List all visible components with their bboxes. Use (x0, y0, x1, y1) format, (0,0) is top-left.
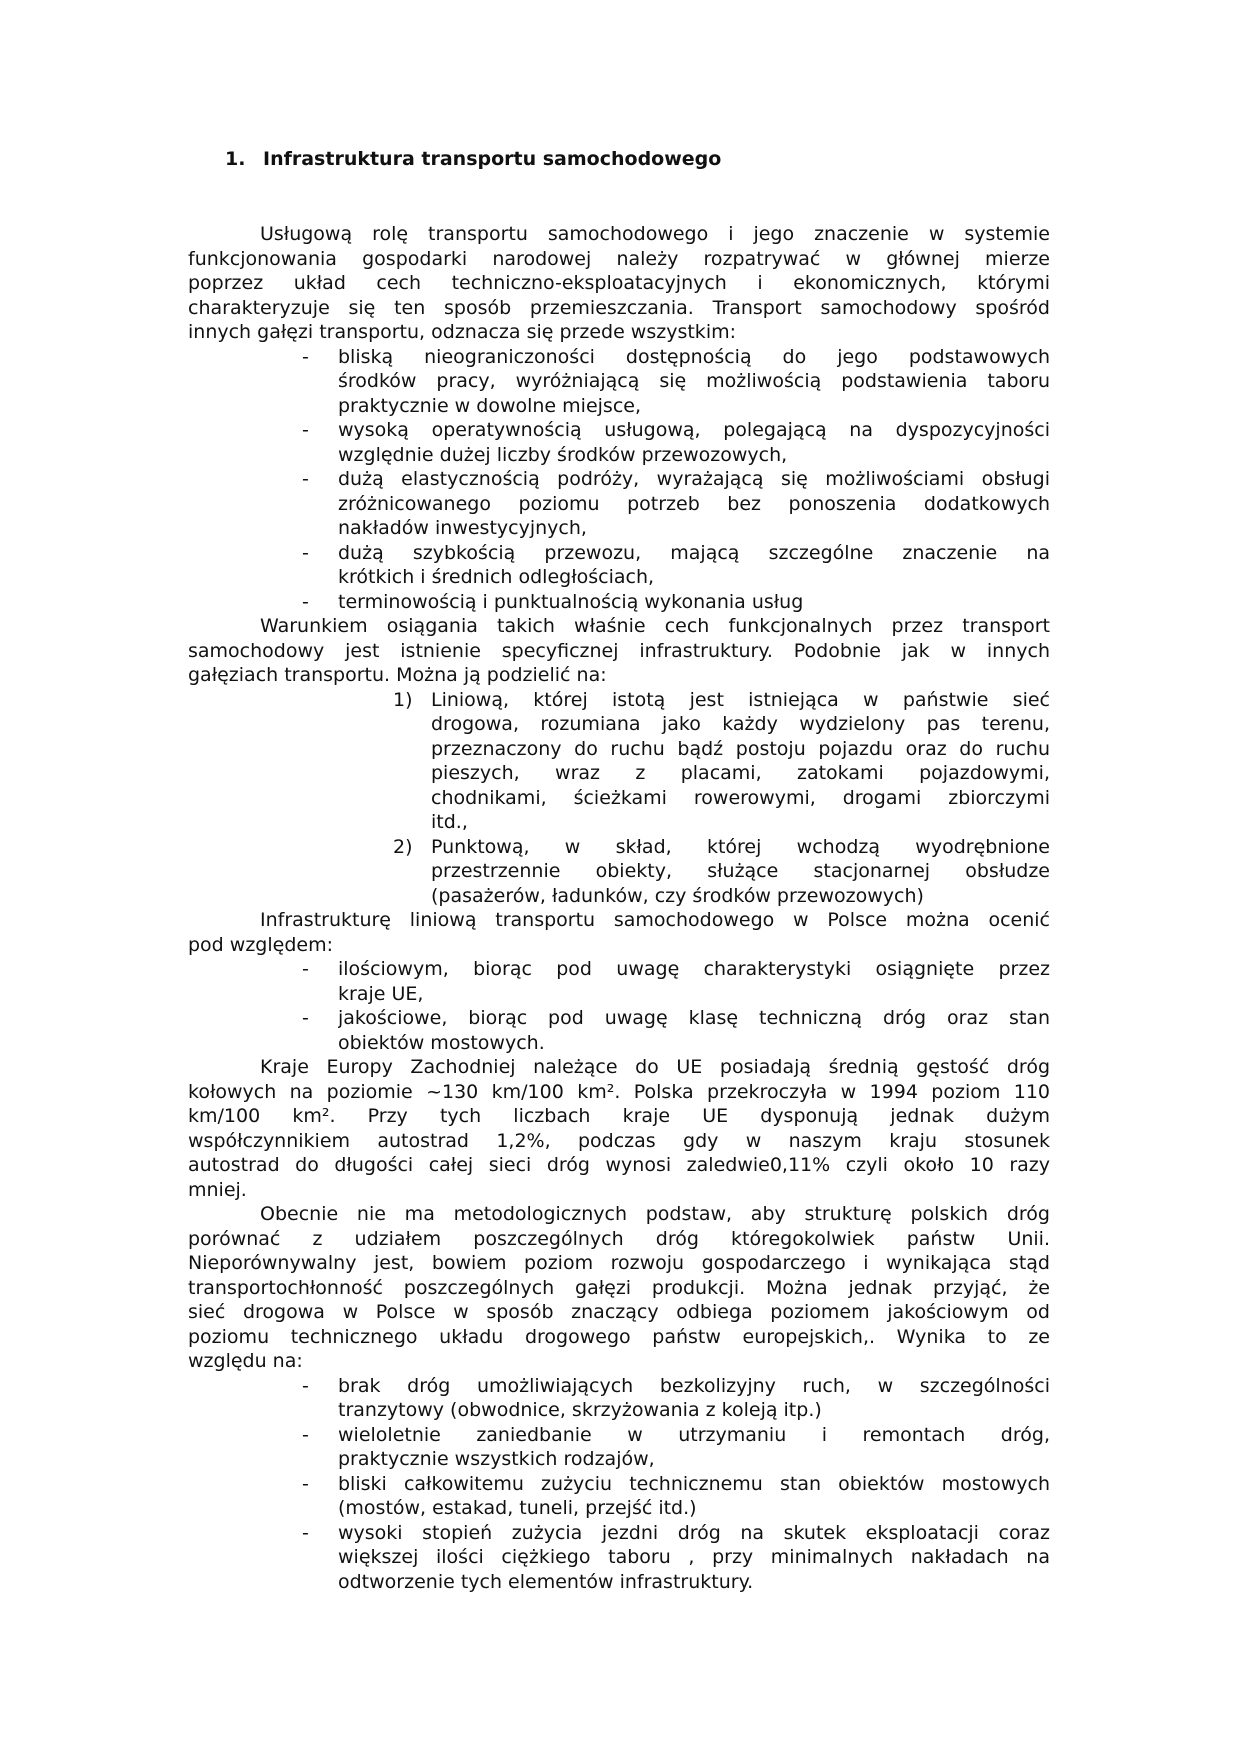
text-line: większej ilości ciężkiego taboru , przy minimalnych nakładach na (338, 1546, 1050, 1568)
dash-bullet: - (302, 345, 309, 368)
dash-bullet: - (302, 1521, 309, 1544)
text-line: (pasażerów, ładunków, czy środków przewozowych) (431, 884, 924, 907)
list-item (188, 835, 1050, 909)
paragraph (188, 1202, 1050, 1374)
text-line: km/100 km². Przy tych liczbach kraje UE dysponują jednak dużym (188, 1105, 1050, 1127)
bullet-list (188, 1374, 1050, 1595)
dash-bullet: - (302, 958, 309, 980)
text-line: drogowa, rozumiana jako każdy wydzielony pas terenu, (431, 713, 1050, 735)
list-item (188, 1521, 1050, 1595)
dash-bullet: - (302, 419, 309, 441)
text-line: Nieporównywalny jest, bowiem poziom rozwoju gospodarczego i wynikająca stąd (188, 1252, 1050, 1274)
text-line: kołowych na poziomie ~130 km/100 km². Polska przekroczyła w 1994 poziom 110 (188, 1080, 1050, 1103)
bullet-list (188, 957, 1050, 1055)
text-line: zróżnicowanego poziomu potrzeb bez ponoszenia dodatkowych (338, 492, 1050, 515)
list-item (188, 1374, 1050, 1423)
text-line: Punktową, w skład, której wchodzą wyodrębnione (431, 835, 1050, 858)
text-line: funkcjonowania gospodarki narodowej należy rozpatrywać w głównej mierze (188, 247, 1050, 270)
list-item (188, 1423, 1050, 1472)
text-line: gałęziach transportu. Można ją podzielić na: (188, 664, 607, 686)
text-line: przestrzennie obiekty, służące stacjonarnej obsłudze (431, 860, 1050, 882)
list-item (188, 590, 1050, 615)
text-line: innych gałęzi transportu, odznacza się przede wszystkim: (188, 321, 737, 343)
dash-bullet: - (302, 1374, 309, 1397)
bullet-list (188, 345, 1050, 615)
section-heading (225, 148, 721, 170)
text-line: dużą szybkością przewozu, mającą szczególne znaczenie na (338, 541, 1050, 564)
list-item (188, 1472, 1050, 1521)
text-line: wieloletnie zaniedbanie w utrzymaniu i remontach dróg, (338, 1423, 1050, 1446)
paragraph (188, 908, 1050, 957)
text-line: pod względem: (188, 933, 333, 956)
text-line: poziomu technicznego układu drogowego państw europejskich,. Wynika to ze (188, 1325, 1050, 1348)
text-line: praktycznie wszystkich rodzajów, (338, 1448, 655, 1470)
text-line: wysoki stopień zużycia jezdni dróg na skutek eksploatacji coraz (338, 1521, 1050, 1544)
text-line: Usługową rolę transportu samochodowego i jego znaczenie w systemie (260, 223, 1050, 245)
text-line: obiektów mostowych. (338, 1031, 545, 1054)
text-line: współczynnikiem autostrad 1,2%, podczas gdy w naszym kraju stosunek (188, 1129, 1050, 1152)
list-item (188, 345, 1050, 419)
dash-bullet: - (302, 541, 309, 564)
text-line: sieć drogowa w Polsce w sposób znaczący odbiega poziomem jakościowym od (188, 1301, 1050, 1323)
text-line: przeznaczony do ruchu bądź postoju pojazdu oraz do ruchu (431, 737, 1050, 760)
text-line: wysoką operatywnością usługową, polegającą na dyspozycyjności (338, 419, 1050, 441)
text-line: Obecnie nie ma metodologicznych podstaw, aby strukturę polskich dróg (260, 1203, 1050, 1225)
text-line: itd., (431, 811, 468, 833)
paragraph (188, 222, 1050, 345)
text-line: tranzytowy (obwodnice, skrzyżowania z koleją itp.) (338, 1399, 822, 1421)
text-line: jakościowe, biorąc pod uwagę klasę techniczną dróg oraz stan (338, 1007, 1050, 1029)
list-number: 2) (393, 835, 413, 858)
text-line: autostrad do długości całej sieci dróg wynosi zaledwie0,11% czyli około 10 razy (188, 1154, 1050, 1176)
dash-bullet: - (302, 590, 309, 613)
text-line: mniej. (188, 1178, 247, 1201)
paragraph (188, 1055, 1050, 1202)
text-line: względnie dużej liczby środków przewozowych, (338, 443, 788, 466)
dash-bullet: - (302, 468, 309, 490)
list-item (188, 957, 1050, 1006)
text-line: Infrastrukturę liniową transportu samochodowego w Polsce można ocenić (260, 909, 1050, 931)
text-line: porównać z udziałem poszczególnych dróg któregokolwiek państw Unii. (188, 1227, 1050, 1250)
document-body (188, 222, 1050, 1594)
list-item (188, 1006, 1050, 1055)
text-line: bliską nieograniczoności dostępnością do jego podstawowych (338, 345, 1050, 368)
dash-bullet: - (302, 1472, 309, 1495)
text-line: dużą elastycznością podróży, wyrażającą się możliwościami obsługi (338, 468, 1050, 490)
text-line: charakteryzuje się ten sposób przemieszczania. Transport samochodowy spośród (188, 296, 1050, 319)
list-item (188, 688, 1050, 835)
text-line: kraje UE, (338, 982, 424, 1005)
text-line: pieszych, wraz z placami, zatokami pojazdowymi, (431, 762, 1050, 784)
section-title: Infrastruktura transportu samochodowego (263, 148, 722, 170)
dash-bullet: - (302, 1007, 309, 1029)
text-line: terminowością i punktualnością wykonania usług (338, 590, 804, 613)
numbered-list (188, 688, 1050, 909)
text-line: transportochłonność poszczególnych gałęzi produkcji. Można jednak przyjąć, że (188, 1276, 1050, 1299)
text-line: chodnikami, ścieżkami rowerowymi, drogami zbiorczymi (431, 786, 1050, 809)
text-line: względu na: (188, 1350, 303, 1372)
text-line: środków pracy, wyróżniającą się możliwością podstawienia taboru (338, 370, 1050, 392)
list-number: 1) (393, 688, 413, 711)
paragraph (188, 614, 1050, 688)
list-item (188, 541, 1050, 590)
text-line: Kraje Europy Zachodniej należące do UE posiadają średnią gęstość dróg (260, 1056, 1050, 1078)
text-line: praktycznie w dowolne miejsce, (338, 394, 641, 417)
section-number: 1. (225, 148, 246, 170)
text-line: Liniową, której istotą jest istniejąca w państwie sieć (431, 688, 1050, 711)
text-line: nakładów inwestycyjnych, (338, 517, 587, 539)
text-line: odtworzenie tych elementów infrastruktury. (338, 1570, 754, 1593)
text-line: (mostów, estakad, tuneli, przejść itd.) (338, 1497, 697, 1519)
text-line: poprzez układ cech techniczno-eksploatacyjnych i ekonomicznych, którymi (188, 272, 1050, 294)
text-line: brak dróg umożliwiających bezkolizyjny ruch, w szczególności (338, 1374, 1050, 1397)
list-item (188, 418, 1050, 467)
dash-bullet: - (302, 1423, 309, 1446)
text-line: bliski całkowitemu zużyciu technicznemu stan obiektów mostowych (338, 1472, 1050, 1495)
text-line: krótkich i średnich odległościach, (338, 566, 655, 588)
text-line: samochodowy jest istnienie specyficznej infrastruktury. Podobnie jak w innych (188, 639, 1050, 662)
text-line: Warunkiem osiągania takich właśnie cech funkcjonalnych przez transport (260, 615, 1050, 637)
text-line: ilościowym, biorąc pod uwagę charakterystyki osiągnięte przez (338, 958, 1050, 980)
list-item (188, 467, 1050, 541)
